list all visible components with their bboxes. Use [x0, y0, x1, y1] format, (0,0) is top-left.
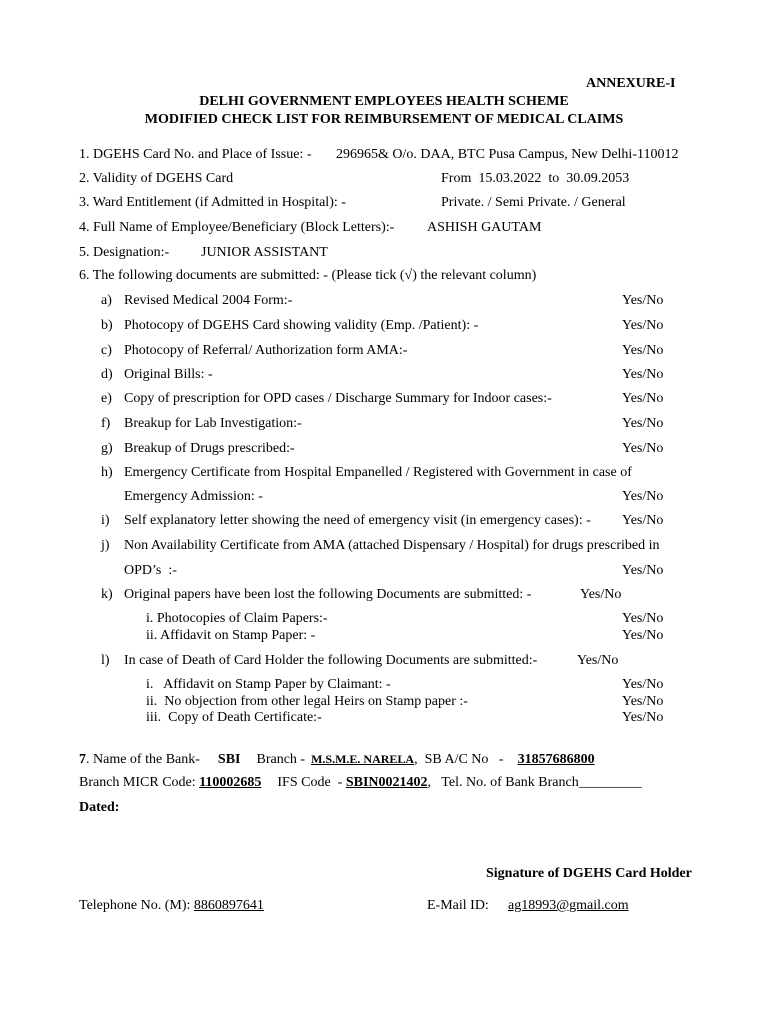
death-doc-item: ii. No objection from other legal Heirs on Stamp paper :- [146, 694, 468, 709]
doc-answer[interactable]: Yes/No [622, 391, 664, 406]
doc-answer[interactable]: Yes/No [622, 293, 664, 308]
account-number: 31857686800 [517, 752, 595, 767]
doc-answer[interactable]: Yes/No [622, 513, 664, 528]
doc-text: Breakup for Lab Investigation:- [124, 416, 302, 431]
doc-answer[interactable]: Yes/No [622, 416, 664, 431]
doc-text: Self explanatory letter showing the need of emergency visit (in emergency cases): - [124, 513, 591, 528]
doc-text-continued: OPD’s :- [124, 563, 177, 578]
doc-text-continued: Emergency Admission: - [124, 489, 263, 504]
doc-text: Photocopy of Referral/ Authorization form AMA:- [124, 343, 408, 358]
email-label: E-Mail ID: [427, 898, 489, 913]
micr-label: Branch MICR Code: [79, 775, 196, 790]
card-no-value: 296965& O/o. DAA, BTC Pusa Campus, New Delhi-110012 [336, 147, 679, 162]
death-doc-answer[interactable]: Yes/No [622, 677, 664, 692]
form-subtitle: MODIFIED CHECK LIST FOR REIMBURSEMENT OF MEDICAL CLAIMS [144, 112, 624, 127]
bank-tel-label: , Tel. No. of Bank Branch_________ [427, 775, 642, 790]
doc-answer[interactable]: Yes/No [580, 587, 622, 602]
doc-marker: b) [101, 318, 113, 333]
lost-paper-item: i. Photocopies of Claim Papers:- [146, 611, 328, 626]
doc-marker: j) [101, 538, 110, 553]
branch-label: Branch - [256, 752, 306, 767]
death-doc-item: i. Affidavit on Stamp Paper by Claimant: - [146, 677, 391, 692]
bank-codes-line [79, 775, 642, 791]
validity-value: From 15.03.2022 to 30.09.2053 [441, 171, 630, 186]
lost-paper-item: ii. Affidavit on Stamp Paper: - [146, 628, 316, 643]
bank-name: SBI [217, 752, 241, 767]
validity-label: 2. Validity of DGEHS Card [79, 171, 234, 186]
ward-value: Private. / Semi Private. / General [441, 195, 626, 210]
doc-text: Breakup of Drugs prescribed:- [124, 441, 295, 456]
documents-intro: 6. The following documents are submitted: - (Please tick (√) the relevant column) [79, 268, 537, 283]
doc-answer[interactable]: Yes/No [622, 367, 664, 382]
telephone-label: Telephone No. (M): [79, 898, 191, 913]
name-value: ASHISH GAUTAM [427, 220, 542, 235]
doc-text: Photocopy of DGEHS Card showing validity (Emp. /Patient): - [124, 318, 479, 333]
doc-text: Emergency Certificate from Hospital Empanelled / Registered with Government in case of [124, 465, 632, 480]
account-label: , SB A/C No - [414, 752, 504, 767]
doc-marker: h) [101, 465, 113, 480]
bank-item-number: 7 [79, 752, 86, 767]
doc-marker: f) [101, 416, 111, 431]
death-doc-answer[interactable]: Yes/No [622, 694, 664, 709]
annexure-label: ANNEXURE-I [586, 76, 676, 91]
doc-marker: c) [101, 343, 112, 358]
ward-label: 3. Ward Entitlement (if Admitted in Hospital): - [79, 195, 346, 210]
doc-marker: e) [101, 391, 112, 406]
ifs-label: IFS Code - [277, 775, 343, 790]
signature-label: Signature of DGEHS Card Holder [486, 866, 692, 881]
branch-name: M.S.M.E. NARELA [311, 752, 415, 766]
doc-marker: g) [101, 441, 113, 456]
doc-text: Copy of prescription for OPD cases / Discharge Summary for Indoor cases:- [124, 391, 552, 406]
telephone-number: 8860897641 [193, 898, 264, 913]
doc-text: Revised Medical 2004 Form:- [124, 293, 293, 308]
doc-answer[interactable]: Yes/No [622, 441, 664, 456]
ifs-code: SBIN0021402 [345, 775, 428, 790]
death-doc-item: iii. Copy of Death Certificate:- [146, 710, 322, 725]
doc-answer[interactable]: Yes/No [622, 563, 664, 578]
doc-marker: d) [101, 367, 113, 382]
doc-answer[interactable]: Yes/No [577, 653, 619, 668]
doc-answer[interactable]: Yes/No [622, 489, 664, 504]
lost-paper-answer[interactable]: Yes/No [622, 611, 664, 626]
dated-label: Dated: [79, 800, 120, 815]
doc-marker: a) [101, 293, 112, 308]
death-doc-answer[interactable]: Yes/No [622, 710, 664, 725]
name-label: 4. Full Name of Employee/Beneficiary (Block Letters):- [79, 220, 395, 235]
designation-value: JUNIOR ASSISTANT [201, 245, 328, 260]
card-no-label: 1. DGEHS Card No. and Place of Issue: - [79, 147, 312, 162]
bank-line [79, 751, 595, 768]
telephone-line [79, 898, 264, 914]
bank-name-label: . Name of the Bank- [86, 752, 200, 767]
doc-text: Original papers have been lost the following Documents are submitted: - [124, 587, 532, 602]
micr-code: 110002685 [199, 775, 262, 790]
doc-text: In case of Death of Card Holder the following Documents are submitted:- [124, 653, 538, 668]
doc-marker: i) [101, 513, 110, 528]
lost-paper-answer[interactable]: Yes/No [622, 628, 664, 643]
email-address[interactable]: ag18993@gmail.com [508, 898, 629, 913]
doc-answer[interactable]: Yes/No [622, 343, 664, 358]
doc-text: Original Bills: - [124, 367, 213, 382]
form-title: DELHI GOVERNMENT EMPLOYEES HEALTH SCHEME [199, 94, 569, 109]
doc-answer[interactable]: Yes/No [622, 318, 664, 333]
doc-marker: l) [101, 653, 110, 668]
doc-marker: k) [101, 587, 113, 602]
doc-text: Non Availability Certificate from AMA (attached Dispensary / Hospital) for drugs prescribed in [124, 538, 660, 553]
designation-label: 5. Designation:- [79, 245, 170, 260]
